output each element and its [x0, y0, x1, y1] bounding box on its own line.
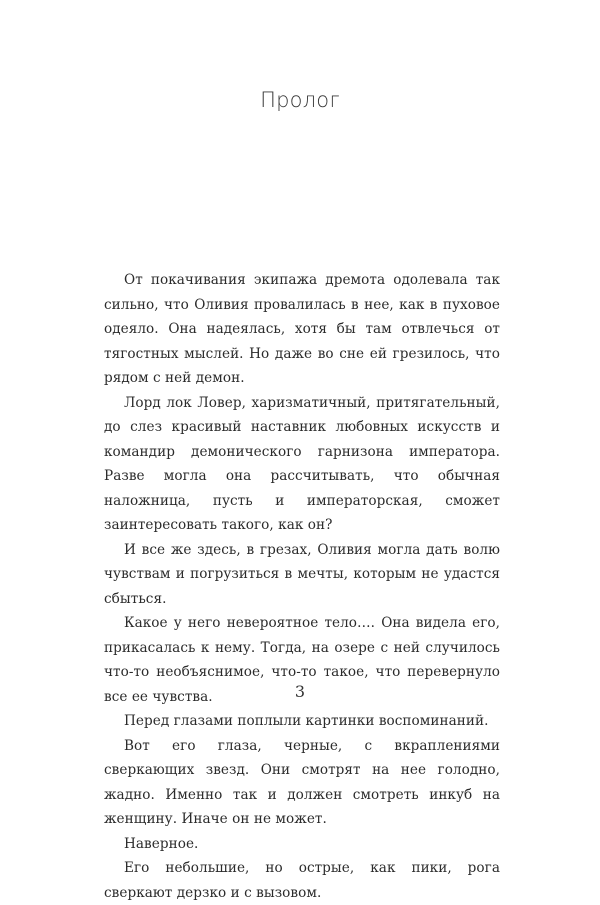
paragraph: Вот его глаза, черные, с вкраплениями сверкающих звезд. Они смотрят на нее голодно, жадно. Именно так и должен смотреть инкуб на женщину. Иначе он не может.: [104, 737, 500, 827]
paragraph: Перед глазами поплыли картинки воспоминаний.: [124, 713, 489, 729]
paragraph: Лорд лок Ловер, харизматичный, притягательный, до слез красивый наставник любовных искусств и командир демонического гарнизона императора. Разве могла она рассчитывать, что обычная наложница, пусть и императорская, сможет заинтересовать такого, как он?: [104, 394, 500, 533]
paragraph: И все же здесь, в грезах, Оливия могла дать волю чувствам и погрузиться в мечты, которым не удастся сбыться.: [104, 541, 500, 607]
body-text: [104, 268, 500, 905]
page-number: 3: [294, 682, 306, 701]
paragraph: Наверное.: [124, 835, 199, 852]
paragraph: Его небольшие, но острые, как пики, рога сверкают дерзко и с вызовом.: [104, 860, 500, 901]
paragraph: От покачивания экипажа дремота одолевала так сильно, что Оливия провалилась в нее, как в пуховое одеяло. Она надеялась, хотя бы там отвлечься от тягостных мыслей. Но даже во сне ей грезилось, что рядом с ней демон.: [104, 272, 500, 386]
paragraph: Какое у него невероятное тело…. Она видела его, прикасалась к нему. Тогда, на озере с ней случилось что-то необъяснимое, что-то такое, что перевернуло все ее чувства.: [104, 615, 500, 705]
chapter-title: Пролог: [260, 88, 340, 112]
